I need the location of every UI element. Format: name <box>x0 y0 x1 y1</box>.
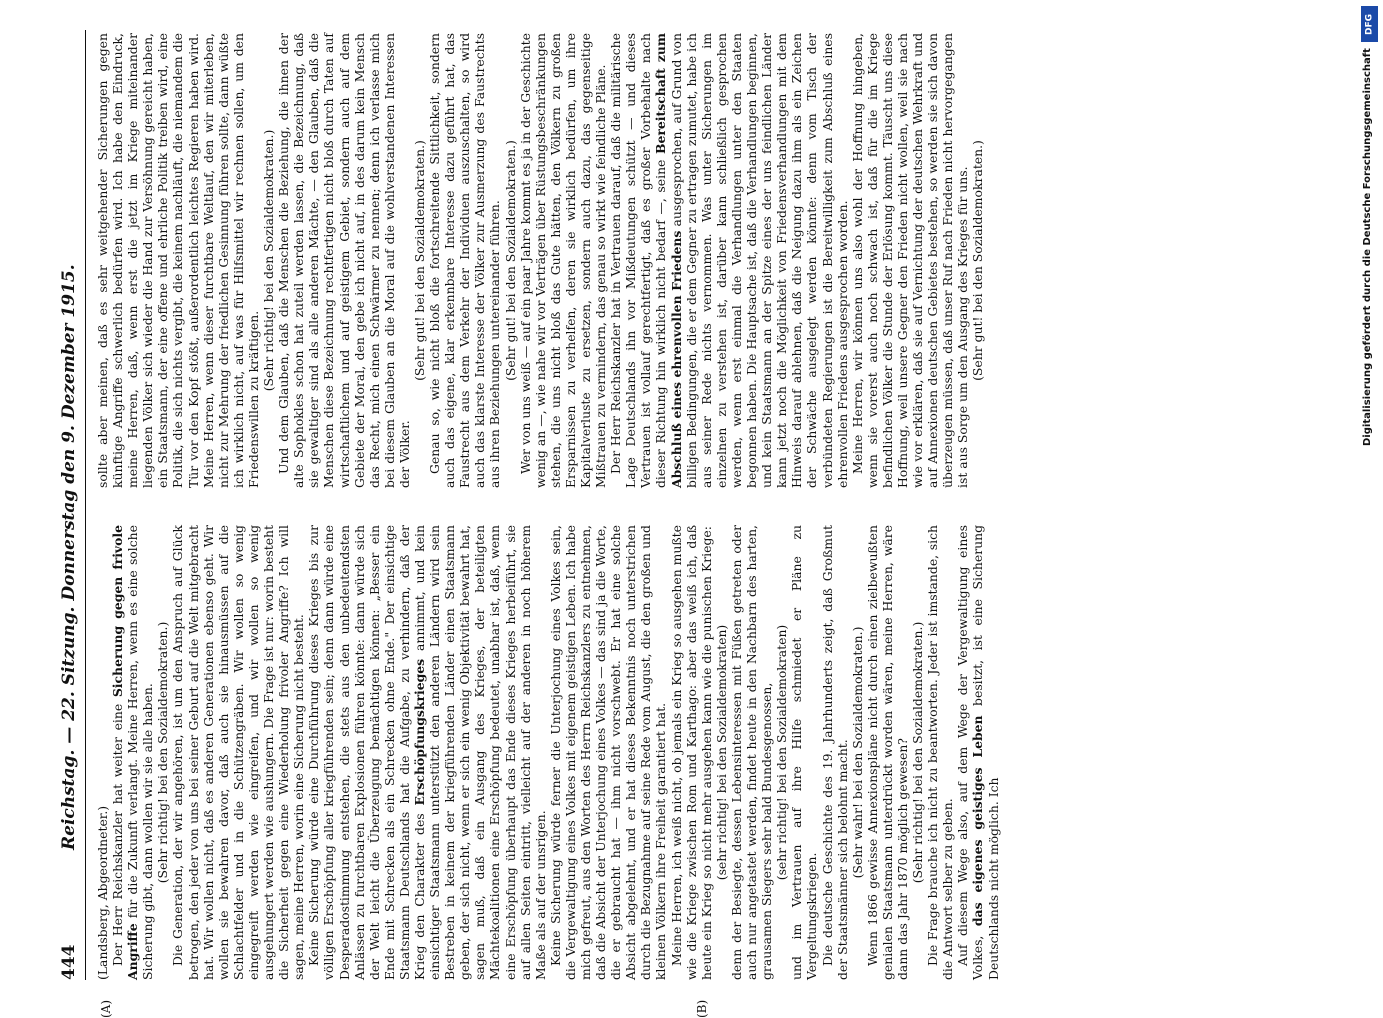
left-column <box>95 525 1340 980</box>
dfg-logo: DFG <box>1361 6 1378 42</box>
interjection: (Sehr wahr! bei den Sozialdemokraten.) <box>849 626 865 879</box>
page-number: 444 <box>59 944 79 980</box>
paragraph: Keine Sicherung würde eine Durchführung dieses Krieges bis zur völligen Erschöpfung aller kriegführenden sein; denn dann würde eine Desperadostimmung entstehen, die stets aus den unbedeutendsten Anlässen zu furchtbaren Explosionen führen könnte: dann würde sich der Welt leicht die Überzeugung bemächtigen können: „Besser ein Ende mit Schrecken als ein Schrecken ohne Ende." Der einsichtige Staatsmann Deutschlands hat die Aufgabe, zu verhindern, daß der Krieg den Charakter des Erschöpfungskrieges annimmt, und kein einsichtiger Staatsmann unterstützt den anderen Ländern wird sein Bestreben in keinem der kriegführenden Länder einen Staatsmann geben, der sich nicht, wenn er sich ein wenig Objektivität bewahrt hat, sagen muß, daß ein Ausgang des Krieges, der beteiligten Mächtekoalitionen eine Erschöpfung bedeutet, unabhar ist, daß, wenn eine Erschöpfung überhaupt das Ende dieses Krieges herbeiführt, sie auf allen Seiten eintritt, vielleicht auf der anderen in noch höherem Maße als auf der unsrigen. <box>306 525 548 980</box>
interjection: (Sehr richtig! bei den Sozialdemokraten.) <box>910 621 926 884</box>
bold-phrase: Bereitschaft zum Abschluß eines ehrenvollen Friedens <box>653 33 684 488</box>
interjection: (Sehr gut! bei den Sozialdemokraten.) <box>502 140 518 381</box>
interjection: (sehr richtig! bei den Sozialdemokraten) <box>774 624 790 881</box>
paragraph: Und dem Glauben, daß die Menschen die Beziehung, die ihnen der alte Sophokles schon hat zuteil werden lassen, die Bezeichnung, daß sie gewaltiger sind als alle anderen Mächte, — den Glauben, daß die Menschen diese Bezeichnung rechtfertigen nicht bloß durch Taten auf wirtschaftlichem und auf geistigem Gebiet, sondern auch auf dem Gebiete der Moral, den gebe ich nicht auf, in des darum kein Mensch das Recht, mich einen Schwärmer zu nennen; denn ich verlasse mich bei diesem Glauben an die Moral auf die wohlverstandenen Interessen der Völker. <box>276 33 412 488</box>
paragraph: Meine Herren, ich weiß nicht, ob jemals ein Krieg so ausgehen mußte wie die Kriege zwischen Rom und Karthago: aber das weiß ich, daß heute ein Krieg so nicht mehr ausgehen kann wie die punischen Kriege: <box>668 525 714 980</box>
digitization-sidebar <box>1357 0 1383 1000</box>
interjection: (Sehr richtig! bei den Sozialdemokraten.) <box>155 621 171 884</box>
paragraph: Die deutsche Geschichte des 19. Jahrhunderts zeigt, daß Großmut der Staatsmänner sich belohnt macht. <box>819 525 850 980</box>
bold-phrase: Sicherung gegen frivole Angriffe <box>110 525 141 980</box>
paragraph: Wer von uns weiß — auf ein paar Jahre kommt es ja in der Geschichte wenig an —, wie nahe wir vor Verträgen über Rüstungsbeschränkungen stehen, die uns nicht bloß das Gute hätten, den Völkern zu großen Ersparnissen zu verhelfen, deren sie wirklich bedürfen, um ihre Kapitalverluste zu ersetzen, sondern auch dazu, das gegenseitige Mißtrauen zu vermindern, das genau so wirkt wie feindliche Pläne. <box>517 33 609 488</box>
paragraph: Keine Sicherung würde ferner die Unterjochung eines Volkes sein, die Vergewaltigung eines Volkes mit eigenem geistigen Leben. Ich habe mich gefreut, aus den Worten des Herrn Reichskanzlers zu entnehmen, daß die Absicht der Unterjochung eines Volkes — das sind ja die Worte, die er gebraucht hat — ihm nicht vorschwebt. Er hat eine solche Absicht abgelehnt, und er hat dieses Bekenntnis noch unterstrichen durch die Bezugnahme auf seine Rede vom August, die den großen und kleinen Völkern ihre Freiheit garantiert hat. <box>547 525 669 980</box>
margin-mark-a: (A) <box>99 999 113 1018</box>
paragraph: denn der Besiegte, dessen Lebensinteressen mit Füßen getreten oder auch nur angetastet werden, findet heute in den Nachbarn des harten, grausamen Siegers sehr bald Bundesgenossen, <box>728 525 775 980</box>
paragraph: Der Herr Reichskanzler hat weiter eine Sicherung gegen frivole Angriffe für die Zukunft verlangt. Meine Herren, wenn es eine solche Sicherung gibt, dann wollen wir sie alle haben. <box>110 525 156 980</box>
bold-phrase: das eigenes geistiges Leben <box>970 715 986 927</box>
interjection: (Sehr gut! bei den Sozialdemokraten.) <box>411 140 427 381</box>
paragraph: Wenn 1866 gewisse Annexionspläne nicht durch einen zielbewußten genialen Staatsmann unterdrückt worden wären, meine Herren, wäre dann das Jahr 1870 möglich gewesen? <box>864 525 910 980</box>
paragraph: und im Vertrauen auf ihre Hilfe schmiedet er Pläne zu Vergeltungskriegen. <box>789 525 820 980</box>
interjection: (Sehr richtig! bei den Sozialdemokraten.) <box>261 129 277 392</box>
paragraph: sollte aber meinen, daß es sehr weitgehender Sicherungen gegen künftige Angriffe schwerlich bedürfen wird. Ich habe den Eindruck, meine Herren, daß, wenn erst die jetzt im Kriege miteinander liegenden Völker sich wieder die Hand zur Versöhnung gereicht haben, ein Staatsmann, der eine offene und ehrliche Politik treiben wird, eine Politik, die sich nichts vergibt, die keinem nachläuft, die niemandem die Tür vor den Kopf stößt, außerordentlich leichtes Regieren haben wird. Meine Herren, wenn dieser furchtbare Weltlauf, den wir miterleben, nicht zur Mehrung der friedlichen Gesinnung führen sollte, dann wüßte ich wirklich nicht, auf was für Hilfsmittel wir rechnen sollen, um den Friedenswillen zu kräftigen. <box>95 33 261 488</box>
speaker-label: (Landsberg, Abgeordneter.) <box>95 805 110 980</box>
bold-phrase: Erschöpfungskrieges <box>411 658 427 806</box>
page-header <box>55 30 86 980</box>
rotated-page-content <box>55 30 1345 1018</box>
paragraph: Auf diesem Wege also, auf dem Wege der Vergewaltigung eines Volkes, das eigenes geistiges Leben besitzt, ist eine Sicherung Deutschlands nicht möglich. Ich <box>955 524 1001 980</box>
digitization-credit: Digitalisierung gefördert durch die Deutsche Forschungsgemeinschaft <box>1362 48 1373 446</box>
header-title: Reichstag. — 22. Sitzung. Donnerstag den 9. Dezember 1915. <box>59 264 79 850</box>
paragraph: Die Frage brauche ich nicht zu beantworten. Jeder ist imstande, sich die Antwort selber zu geben. <box>925 525 956 980</box>
interjection: (Sehr gut! bei den Sozialdemokraten.) <box>970 140 986 381</box>
paragraph: Der Herr Reichskanzler hat in Vertrauen darauf, daß die militärische Lage Deutschlands ihn vor Mißdeutungen schützt — und dieses Vertrauen ist vollauf gerechtfertigt, daß es großer Vorbehalte nach dieser Richtung hin wirklich nicht bedarf —, seine Bereitschaft zum Abschluß eines ehrenvollen Friedens ausgesprochen, auf Grund von billigen Bedingungen, die er dem Gegner zu ertragen zumutet, habe ich aus seiner Rede nichts vernommen. Was unter Sicherungen im einzelnen zu verstehen ist, darüber kann schließlich gesprochen werden, wenn erst einmal die Verhandlungen unter den Staaten begonnen haben. Die Hauptsache ist, daß die Verhandlungen beginnen, und kein Staatsmann an der Spitze eines der uns feindlichen Länder kann jetzt noch die Möglichkeit von Friedensverhandlungen mit dem Hinweis darauf ablehnen, daß die Neigung dazu ihm als ein Zeichen der Schwäche ausgelegt werden könnte: denn vom Tisch der verbündeten Regierungen ist die Bereitwilligkeit zum Abschluß eines ehrenvollen Friedens ausgesprochen worden. <box>608 33 850 488</box>
paragraph: Die Generation, der wir angehören, ist um den Anspruch auf Glück betrogen, den jeder von uns bei seiner Geburt auf die Welt mitgebracht hat. Wir wollen nicht, daß es anderen Generationen ebenso geht. Wir wollen sie bewahren davor, daß auch sie hinausmüssen auf die Schlachtfelder und in die Schützengräben. Wir wollen so wenig eingegreift werden wie eingreifen, und wir wollen so wenig ausgehungert werden wie aushungern. Die Frage ist nur: worin besteht die Sicherheit gegen eine Wiederholung frivoler Angriffe? Ich will sagen, meine Herren, worin eine Sicherung nicht besteht. <box>170 525 307 980</box>
paragraph: Genau so, wie nicht bloß die fortschreitende Sittlichkeit, sondern auch das eigene, klar erkennbare Interesse dazu geführt hat, das Faustrecht aus dem Verkehr der Individuen auszuschalten, so wird auch das klarste Interesse der Völker zur Ausmerzung des Faustrechts aus ihren Beziehungen untereinander führen. <box>427 33 503 488</box>
paragraph: Meine Herren, wir können uns also wohl der Hoffnung hingeben, wenn sie vorerst auch noch schwach ist, daß für die im Kriege befindlichen Völker die Stunde der Erlösung kommt. Täuscht uns diese Hoffnung, weil unsere Gegner den Frieden nicht wollen, weil sie nach wie vor erklären, daß sie auf Vernichtung der deutschen Wehrkraft und auf Annexionen deutschen Gebietes bestehen, so werden sie sich davon überzeugen müssen, daß unser Ruf nach Frieden nicht hervorgegangen ist aus Sorge um den Ausgang des Krieges für uns. <box>849 33 971 488</box>
right-column <box>95 33 1340 488</box>
margin-mark-b: (B) <box>695 999 709 1018</box>
interjection: (sehr richtig! bei den Sozialdemokraten) <box>713 624 729 881</box>
